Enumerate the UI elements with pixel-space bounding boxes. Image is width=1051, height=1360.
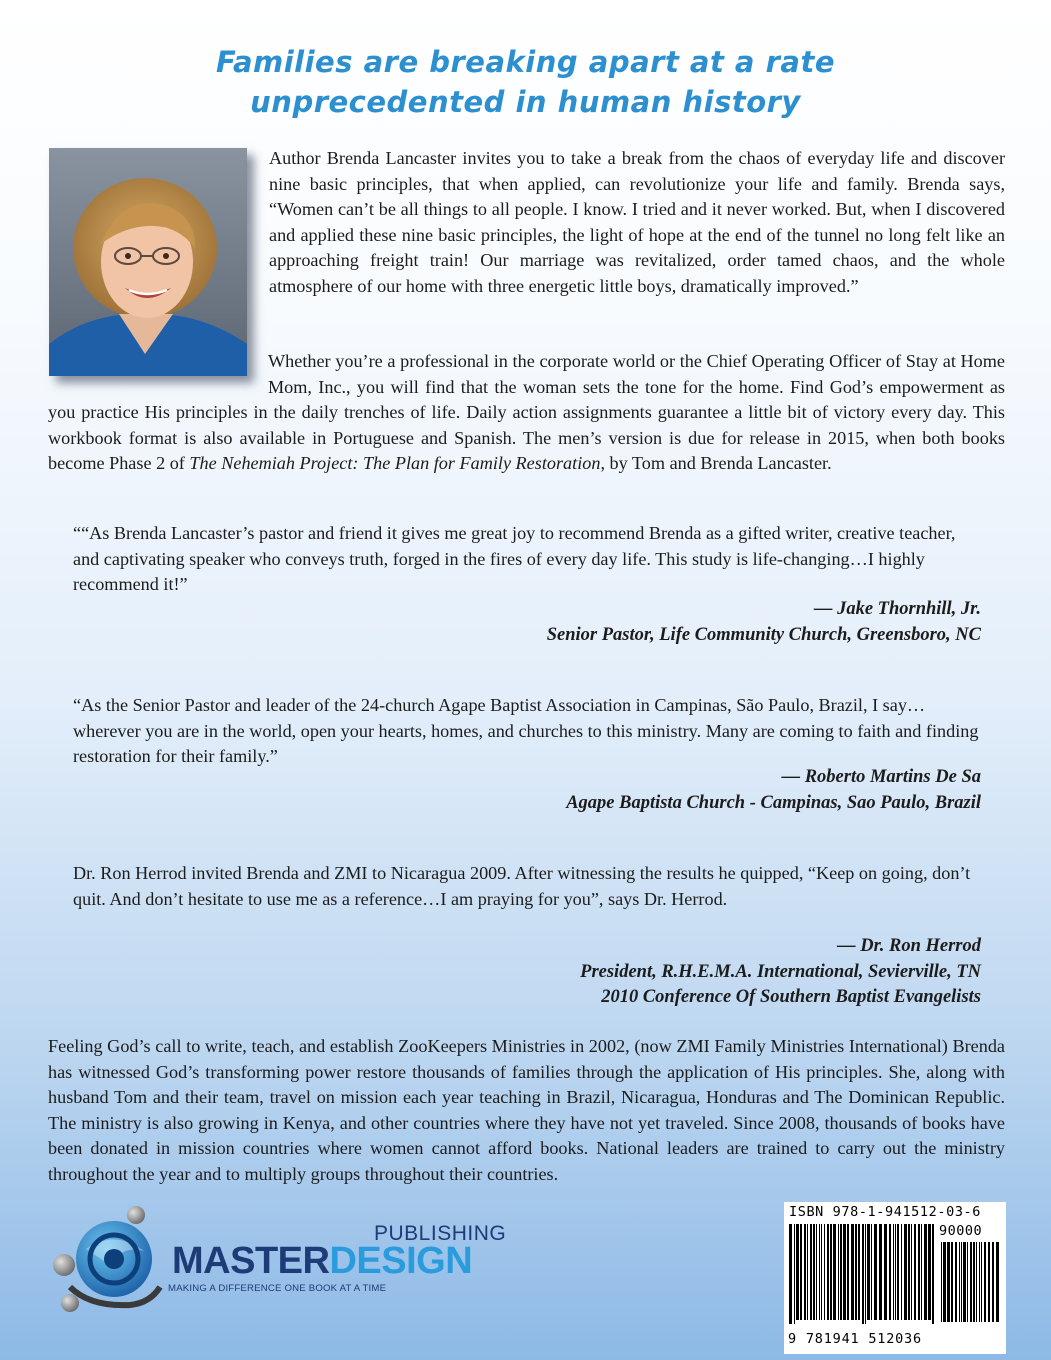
barcode-bar [840, 1224, 842, 1320]
price-code: 90000 [939, 1223, 983, 1239]
testimonial-1-name: — Jake Thornhill, Jr. [813, 599, 981, 619]
isbn-text: ISBN 978-1-941512-03-6 [789, 1204, 982, 1220]
barcode-bar [800, 1224, 802, 1320]
testimonial-3-quote: Dr. Ron Herrod invited Brenda and ZMI to Nicaragua 2009. After witnessing the results he quipped, “Keep on going, don’t quit. And don’t hesitate to use me as a reference…I am praying for you”, says Dr. Herrod. [73, 863, 971, 909]
intro-paragraph-1: Author Brenda Lancaster invites you to take a break from the chaos of everyday life and discover nine basic principles, that when applied, can revolutionize your life and family. Brenda says, “Women can’t be all things to all people. I know. I tried and it never worked. But, when I discovered and applied these nine basic principles, the light of hope at the end of the tunnel no long felt like an approaching freight train! Our marriage was revitalized, order tamed chaos, and the whole atmosphere of our home with three energetic little boys, dramatically improved.” [269, 148, 1005, 296]
book-title: The Nehemiah Project: The Plan for Family Restoration [189, 453, 601, 474]
barcode-bar [889, 1224, 891, 1320]
barcode-bar [789, 1224, 792, 1324]
barcode-bar [847, 1224, 849, 1320]
barcode-bar [973, 1242, 975, 1322]
barcode-bar [901, 1224, 902, 1320]
barcode-bar [838, 1224, 839, 1320]
intro-paragraph-2-end: , by Tom and Brenda Lancaster. [600, 453, 832, 474]
barcode-bar [893, 1224, 894, 1320]
barcode-bar [867, 1224, 870, 1320]
barcode-bar [819, 1224, 820, 1320]
barcode-bar [804, 1224, 806, 1320]
testimonial-1-quote: ““As Brenda Lancaster’s pastor and friend it gives me great joy to recommend Brenda as a gifted writer, creative teacher, and captivating speaker who conveys truth, forged in the fires of every day life. This study is life-changing…I highly recommend it!” [73, 523, 956, 595]
testimonial-3-signature [580, 934, 981, 1011]
ean-number: 9 781941 512036 [788, 1331, 922, 1347]
testimonial-2-name: — Roberto Martins De Sa [781, 767, 981, 787]
publisher-name-design: DESIGN [329, 1240, 473, 1282]
testimonial-3-title-2: 2010 Conference Of Southern Baptist Evangelists [601, 987, 981, 1008]
barcode-bar [813, 1224, 815, 1320]
testimonial-1-signature [547, 597, 981, 648]
testimonial-2-signature [566, 765, 981, 816]
barcode-bar [796, 1224, 799, 1320]
barcode-bar [976, 1242, 977, 1322]
barcode-bar [961, 1242, 962, 1322]
barcode-bar [932, 1224, 934, 1324]
isbn-barcode [784, 1202, 1006, 1354]
barcode-bar [843, 1224, 846, 1320]
barcode-bar [851, 1224, 854, 1320]
barcode-bar [979, 1242, 980, 1322]
barcode-bar [981, 1242, 982, 1322]
barcode-bars-addon [940, 1242, 1000, 1330]
publisher-name [172, 1240, 472, 1283]
barcode-bar [911, 1224, 912, 1320]
barcode-bar [955, 1242, 957, 1322]
barcode-bar [941, 1242, 942, 1322]
barcode-bar [988, 1242, 990, 1322]
barcode-bar [824, 1224, 825, 1320]
barcode-bar [879, 1224, 882, 1320]
closing-paragraph: Feeling God’s call to write, teach, and establish ZooKeepers Ministries in 2002, (now ZMI Family Ministries International) Brenda has witnessed God’s transforming power restore thousands of families through the application of His principles. She, along with husband Tom and their team, travel on mission each year teaching in Brazil, Nicaragua, Honduras and The Dominican Republic. The ministry is also growing in Kenya, and other countries where they have not yet traveled. Since 2008, thousands of books have been donated in mission countries where women cannot afford books. National leaders are trained to carry out the ministry throughout the year and to multiply groups throughout their countries. [48, 1036, 1005, 1184]
barcode-bar [858, 1224, 860, 1320]
testimonial-2-title: Agape Baptista Church - Campinas, Sao Paulo, Brazil [566, 792, 981, 813]
barcode-bar [970, 1242, 972, 1322]
barcode-bar [992, 1242, 994, 1322]
barcode-bar [959, 1242, 960, 1322]
headline-line-2: unprecedented in human history [250, 85, 801, 119]
publisher-globe-icon [50, 1205, 175, 1320]
barcode-bar [895, 1224, 896, 1320]
barcode-bar [833, 1224, 836, 1320]
barcode-bar [943, 1242, 946, 1322]
barcode-bar [794, 1224, 795, 1324]
headline-line-1: Families are breaking apart at a rate [215, 45, 836, 79]
testimonial-2-quote: “As the Senior Pastor and leader of the 24-church Agape Baptist Association in Campinas, São Paulo, Brazil, I say…wherever you are in the world, open your hearts, homes, and churches to this ministry. Many are coming to faith and finding restoration for their family.” [73, 695, 979, 767]
barcode-bar [862, 1224, 864, 1324]
barcode-bar [924, 1224, 927, 1320]
testimonial-1-title: Senior Pastor, Life Community Church, Greensboro, NC [546, 624, 981, 645]
publisher-name-master: MASTER [172, 1240, 330, 1282]
barcode-bar [807, 1224, 808, 1320]
publisher-tagline: MAKING A DIFFERENCE ONE BOOK AT A TIME [168, 1283, 387, 1294]
barcode-bar [871, 1224, 872, 1320]
barcode-bar [928, 1224, 931, 1320]
testimonial-3-name: — Dr. Ron Herrod [837, 936, 981, 956]
barcode-bar [855, 1224, 857, 1320]
barcode-bar [908, 1224, 910, 1320]
intro-paragraph-2 [48, 349, 1005, 477]
author-photo-image [49, 148, 247, 376]
barcode-bar [963, 1242, 966, 1322]
barcode-bar [996, 1242, 999, 1322]
headline [40, 42, 1011, 122]
barcode-bar [904, 1224, 907, 1320]
barcode-bar [921, 1224, 922, 1320]
barcode-bar [884, 1224, 887, 1320]
testimonial-3-title: President, R.H.E.M.A. International, Sevierville, TN [580, 961, 981, 982]
barcode-bar [865, 1224, 866, 1324]
barcode-bar [827, 1224, 829, 1320]
barcode-bar [821, 1224, 822, 1320]
barcode-bar [967, 1242, 968, 1322]
barcode-bar [874, 1224, 877, 1320]
barcode-bar [816, 1224, 817, 1320]
barcode-bar [984, 1242, 986, 1322]
barcode-bar [914, 1224, 916, 1320]
publisher-publishing-label: PUBLISHING [374, 1222, 507, 1245]
barcode-bar [810, 1224, 812, 1320]
intro-paragraph-2-text: Whether you’re a professional in the corporate world or the Chief Operating Officer of Stay at Home Mom, Inc., you will find that the woman sets the tone for the home. Find God’s empowerment as you practice His principles in the daily trenches of life. Daily action assignments guarantee a little bit of victory every day. This workbook format is also available in Portuguese and Spanish. The men’s version is due for release in 2015, when both books become Phase 2 of [48, 351, 1005, 474]
barcode-bar [918, 1224, 920, 1320]
barcode-bars-main [788, 1224, 938, 1324]
barcode-bar [897, 1224, 899, 1320]
barcode-bar [947, 1242, 950, 1322]
barcode-bar [830, 1224, 832, 1320]
barcode-bar [951, 1242, 953, 1322]
author-photo [49, 148, 247, 376]
